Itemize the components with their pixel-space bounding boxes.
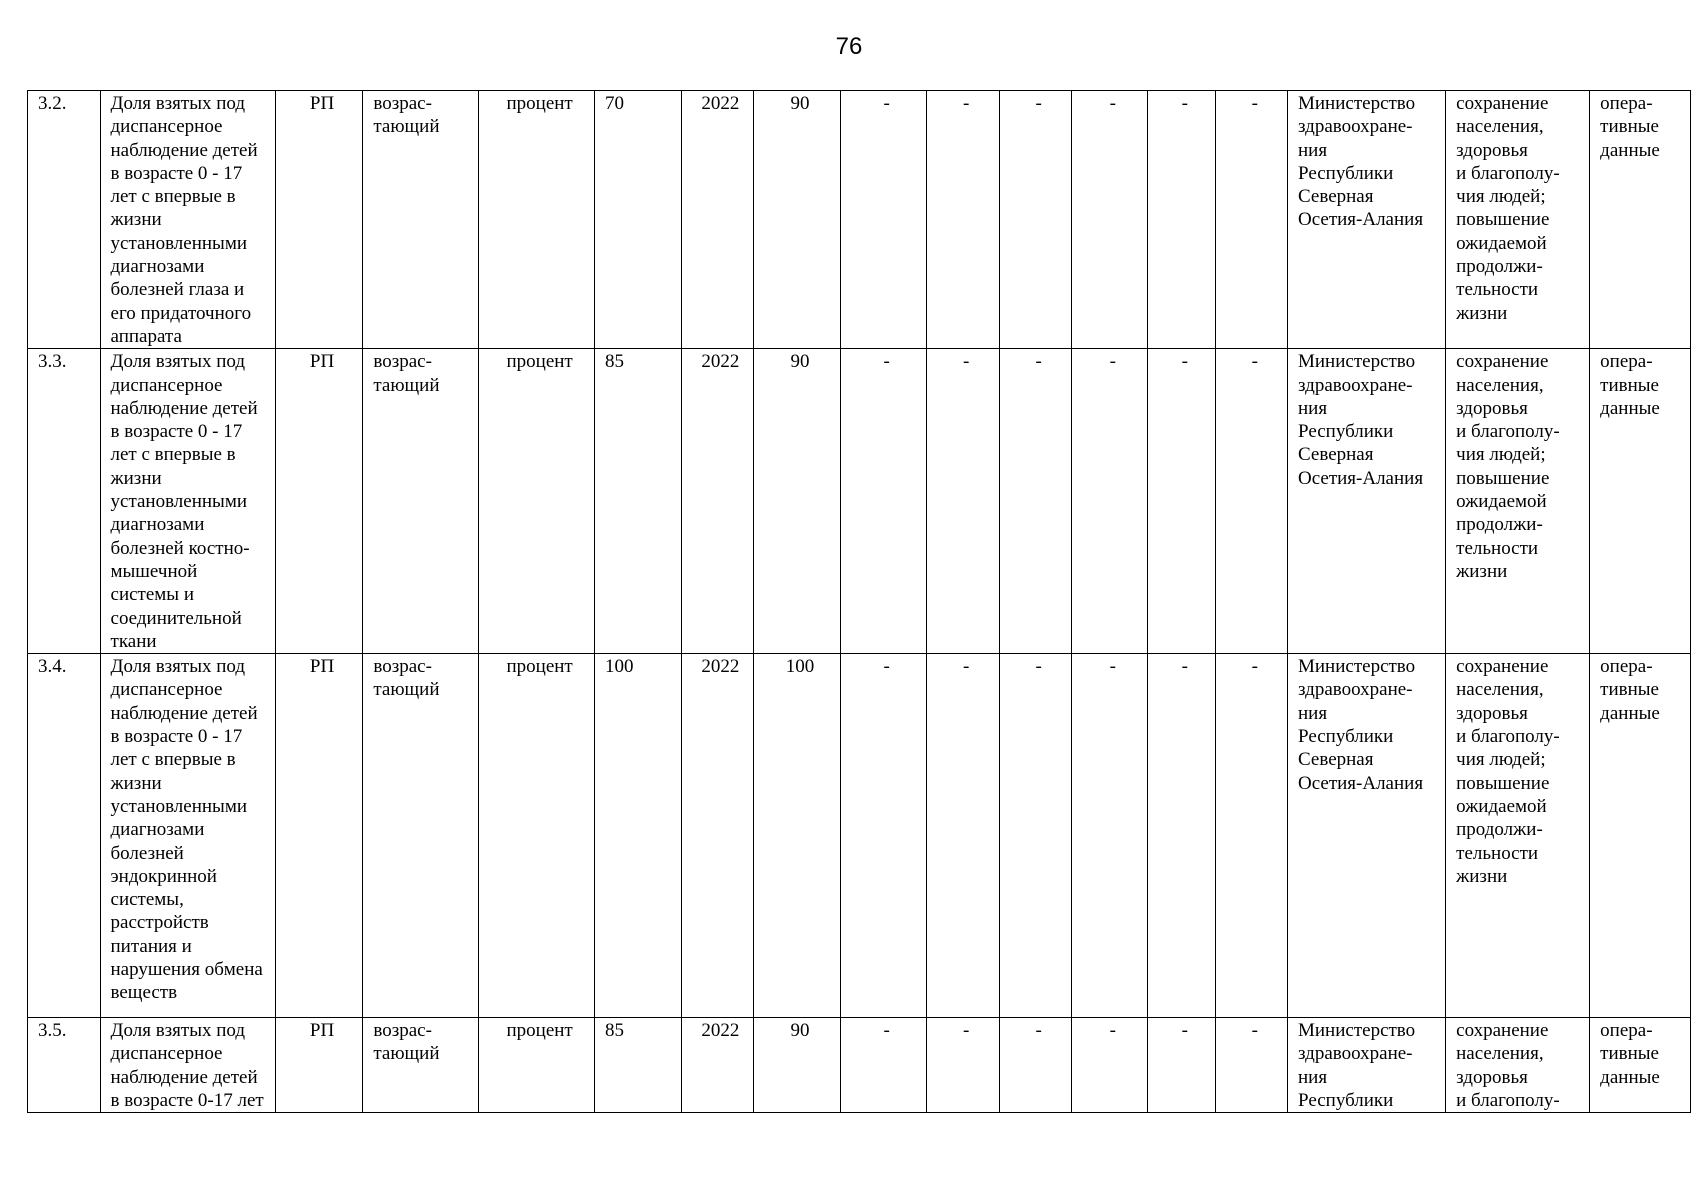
row-number-cell: 3.4. bbox=[28, 654, 101, 1018]
goal-link-cell-line: сохранение bbox=[1456, 351, 1549, 373]
goal-link-cell-line: повышение bbox=[1456, 209, 1550, 231]
base-year-cell: 2022 bbox=[681, 349, 754, 654]
goal-link-cell-line: ожидаемой bbox=[1456, 232, 1547, 254]
responsible-cell-line: ния bbox=[1298, 1066, 1328, 1088]
goal-link-cell-line: сохранение bbox=[1456, 1020, 1549, 1042]
goal-link-cell-line: ожидаемой bbox=[1456, 795, 1547, 817]
responsible-cell-line: здравоохране- bbox=[1298, 679, 1413, 701]
goal-link-cell-line: чия людей; bbox=[1456, 444, 1546, 466]
target-value-cell: 90 bbox=[754, 91, 841, 349]
data-source-cell-line: тивные bbox=[1600, 1043, 1659, 1065]
responsible-cell bbox=[1288, 1018, 1446, 1113]
indicator-name-cell-line: в возрасте 0 - 17 bbox=[110, 162, 243, 184]
responsible-cell bbox=[1288, 91, 1446, 349]
responsible-cell-line: Министерство bbox=[1298, 1020, 1416, 1042]
goal-link-cell-line: здоровья bbox=[1456, 702, 1528, 724]
goal-link-cell-line: жизни bbox=[1456, 302, 1508, 324]
unit-cell: процент bbox=[479, 91, 595, 349]
year-value-cell: - bbox=[840, 654, 927, 1018]
goal-link-cell-line: продолжи- bbox=[1456, 819, 1543, 841]
indicator-name-cell-line: жизни bbox=[110, 467, 162, 489]
year-value-cell: - bbox=[999, 1018, 1072, 1113]
year-value-cell: - bbox=[1072, 91, 1148, 349]
indicator-name-cell bbox=[100, 1018, 275, 1113]
data-source-cell bbox=[1590, 349, 1691, 654]
trend-cell-line: возрас- bbox=[373, 351, 432, 373]
indicator-name-cell-line: мышечной bbox=[110, 560, 198, 582]
indicator-name-cell-line: расстройств bbox=[110, 912, 209, 934]
level-cell: РП bbox=[275, 349, 363, 654]
responsible-cell-line: Осетия-Алания bbox=[1298, 772, 1424, 794]
trend-cell bbox=[363, 1018, 479, 1113]
goal-link-cell bbox=[1446, 91, 1590, 349]
goal-link-cell-line: повышение bbox=[1456, 467, 1550, 489]
year-value-cell: - bbox=[1072, 654, 1148, 1018]
indicator-name-cell-line: лет с впервые в bbox=[110, 444, 236, 466]
indicator-name-cell-line: наблюдение детей bbox=[110, 139, 258, 161]
goal-link-cell-line: повышение bbox=[1456, 772, 1550, 794]
goal-link-cell bbox=[1446, 349, 1590, 654]
target-value-cell: 100 bbox=[754, 654, 841, 1018]
indicator-name-cell-line: в возрасте 0 - 17 bbox=[110, 726, 243, 748]
indicator-name-cell-line: болезней bbox=[110, 842, 184, 864]
goal-link-cell-line: здоровья bbox=[1456, 139, 1528, 161]
indicator-name-cell bbox=[100, 349, 275, 654]
goal-link-cell-line: жизни bbox=[1456, 560, 1508, 582]
goal-link-cell bbox=[1446, 654, 1590, 1018]
responsible-cell-line: Республики bbox=[1298, 162, 1394, 184]
data-source-cell-line: опера- bbox=[1600, 1020, 1653, 1042]
responsible-cell-line: здравоохране- bbox=[1298, 116, 1413, 138]
responsible-cell-line: Осетия-Алания bbox=[1298, 209, 1424, 231]
year-value-cell: - bbox=[999, 349, 1072, 654]
year-value-cell: - bbox=[999, 654, 1072, 1018]
year-value-cell: - bbox=[1072, 349, 1148, 654]
trend-cell bbox=[363, 349, 479, 654]
year-value-cell: - bbox=[840, 1018, 927, 1113]
base-value-cell: 100 bbox=[595, 654, 682, 1018]
year-value-cell: - bbox=[840, 91, 927, 349]
responsible-cell bbox=[1288, 654, 1446, 1018]
indicator-name-cell-line: установленными bbox=[110, 491, 248, 513]
target-value-cell: 90 bbox=[754, 1018, 841, 1113]
goal-link-cell-line: и благополу- bbox=[1456, 421, 1560, 443]
indicator-name-cell-line: диспансерное bbox=[110, 679, 223, 701]
indicator-name-cell-line: Доля взятых под bbox=[110, 351, 246, 373]
goal-link-cell-line: и благополу- bbox=[1456, 1090, 1560, 1112]
trend-cell-line: возрас- bbox=[373, 1020, 432, 1042]
data-source-cell-line: данные bbox=[1600, 1066, 1660, 1088]
goal-link-cell-line: и благополу- bbox=[1456, 162, 1560, 184]
responsible-cell-line: Республики bbox=[1298, 726, 1394, 748]
goal-link-cell bbox=[1446, 1018, 1590, 1113]
year-value-cell: - bbox=[999, 91, 1072, 349]
indicator-name-cell-line: диагнозами bbox=[110, 819, 205, 841]
year-value-cell: - bbox=[927, 91, 1000, 349]
trend-cell bbox=[363, 91, 479, 349]
year-value-cell: - bbox=[840, 349, 927, 654]
indicator-name-cell-line: ткани bbox=[110, 630, 157, 652]
responsible-cell-line: Министерство bbox=[1298, 93, 1416, 114]
indicator-name-cell-line: Доля взятых под bbox=[110, 93, 246, 114]
year-value-cell: - bbox=[1216, 1018, 1288, 1113]
year-value-cell: - bbox=[1072, 1018, 1148, 1113]
indicator-name-cell-line: эндокринной bbox=[110, 865, 217, 887]
goal-link-cell-line: населения, bbox=[1456, 679, 1544, 701]
data-source-cell-line: данные bbox=[1600, 397, 1660, 419]
trend-cell-line: возрас- bbox=[373, 656, 432, 678]
goal-link-cell-line: чия людей; bbox=[1456, 186, 1546, 208]
year-value-cell: - bbox=[1216, 349, 1288, 654]
level-cell: РП bbox=[275, 654, 363, 1018]
responsible-cell-line: Северная bbox=[1298, 749, 1374, 771]
data-source-cell-line: тивные bbox=[1600, 374, 1659, 396]
indicator-name-cell-line: жизни bbox=[110, 772, 162, 794]
goal-link-cell-line: тельности bbox=[1456, 537, 1539, 559]
responsible-cell-line: ния bbox=[1298, 397, 1328, 419]
year-value-cell: - bbox=[1216, 654, 1288, 1018]
base-value-cell: 85 bbox=[595, 1018, 682, 1113]
year-value-cell: - bbox=[1148, 654, 1216, 1018]
indicator-name-cell-line: установленными bbox=[110, 795, 248, 817]
indicator-name-cell-line: наблюдение детей bbox=[110, 1066, 258, 1088]
indicator-name-cell-line: веществ bbox=[110, 982, 178, 1004]
unit-cell: процент bbox=[479, 654, 595, 1018]
trend-cell-line: возрас- bbox=[373, 93, 432, 114]
trend-cell-line: тающий bbox=[373, 374, 440, 396]
indicator-name-cell-line: диспансерное bbox=[110, 116, 223, 138]
trend-cell-line: тающий bbox=[373, 1043, 440, 1065]
base-value-cell: 70 bbox=[595, 91, 682, 349]
goal-link-cell-line: здоровья bbox=[1456, 397, 1528, 419]
year-value-cell: - bbox=[1148, 349, 1216, 654]
indicator-name-cell-line: его придаточного bbox=[110, 302, 252, 324]
row-number-cell: 3.5. bbox=[28, 1018, 101, 1113]
goal-link-cell-line: продолжи- bbox=[1456, 514, 1543, 536]
indicator-name-cell-line: болезней костно- bbox=[110, 537, 250, 559]
indicator-name-cell-line: питания и bbox=[110, 935, 192, 957]
goal-link-cell-line: жизни bbox=[1456, 865, 1508, 887]
trend-cell-line: тающий bbox=[373, 679, 440, 701]
table-row bbox=[28, 1018, 1691, 1113]
data-source-cell-line: опера- bbox=[1600, 351, 1653, 373]
indicator-name-cell-line: установленными bbox=[110, 232, 248, 254]
responsible-cell bbox=[1288, 349, 1446, 654]
responsible-cell-line: Северная bbox=[1298, 444, 1374, 466]
unit-cell: процент bbox=[479, 1018, 595, 1113]
indicator-name-cell-line: диагнозами bbox=[110, 514, 205, 536]
goal-link-cell-line: чия людей; bbox=[1456, 749, 1546, 771]
year-value-cell: - bbox=[1216, 91, 1288, 349]
responsible-cell-line: здравоохране- bbox=[1298, 374, 1413, 396]
responsible-cell-line: Республики bbox=[1298, 1090, 1394, 1112]
base-year-cell: 2022 bbox=[681, 91, 754, 349]
responsible-cell-line: ния bbox=[1298, 702, 1328, 724]
data-source-cell-line: данные bbox=[1600, 139, 1660, 161]
indicator-name-cell-line: в возрасте 0 - 17 bbox=[110, 421, 243, 443]
indicator-name-cell bbox=[100, 654, 275, 1018]
responsible-cell-line: Северная bbox=[1298, 186, 1374, 208]
base-year-cell: 2022 bbox=[681, 1018, 754, 1113]
indicator-name-cell-line: наблюдение детей bbox=[110, 397, 258, 419]
goal-link-cell-line: населения, bbox=[1456, 116, 1544, 138]
indicator-name-cell-line: системы и bbox=[110, 584, 194, 606]
data-source-cell-line: тивные bbox=[1600, 679, 1659, 701]
goal-link-cell-line: населения, bbox=[1456, 1043, 1544, 1065]
responsible-cell-line: Осетия-Алания bbox=[1298, 467, 1424, 489]
goal-link-cell-line: продолжи- bbox=[1456, 256, 1543, 278]
indicator-name-cell-line: соединительной bbox=[110, 607, 242, 629]
goal-link-cell-line: здоровья bbox=[1456, 1066, 1528, 1088]
table-row bbox=[28, 91, 1691, 349]
base-year-cell: 2022 bbox=[681, 654, 754, 1018]
indicator-name-cell-line: болезней глаза и bbox=[110, 279, 245, 301]
indicator-name-cell-line: Доля взятых под bbox=[110, 656, 246, 678]
year-value-cell: - bbox=[927, 349, 1000, 654]
unit-cell: процент bbox=[479, 349, 595, 654]
indicator-name-cell-line: жизни bbox=[110, 209, 162, 231]
page-number: 76 bbox=[835, 33, 863, 60]
year-value-cell: - bbox=[927, 654, 1000, 1018]
base-value-cell: 85 bbox=[595, 349, 682, 654]
indicator-name-cell-line: Доля взятых под bbox=[110, 1020, 246, 1042]
data-source-cell-line: опера- bbox=[1600, 656, 1653, 678]
data-source-cell bbox=[1590, 1018, 1691, 1113]
row-number-cell: 3.3. bbox=[28, 349, 101, 654]
indicator-name-cell-line: аппарата bbox=[110, 325, 182, 347]
indicator-name-cell-line: диспансерное bbox=[110, 1043, 223, 1065]
goal-link-cell-line: сохранение bbox=[1456, 93, 1549, 114]
indicator-name-cell-line: нарушения обмена bbox=[110, 958, 263, 980]
indicator-name-cell bbox=[100, 91, 275, 349]
goal-link-cell-line: тельности bbox=[1456, 842, 1539, 864]
table-body bbox=[28, 91, 1691, 1113]
indicator-name-cell-line: лет с впервые в bbox=[110, 186, 236, 208]
data-source-cell bbox=[1590, 654, 1691, 1018]
table-row bbox=[28, 349, 1691, 654]
data-source-cell-line: опера- bbox=[1600, 93, 1653, 114]
responsible-cell-line: ния bbox=[1298, 139, 1328, 161]
goal-link-cell-line: сохранение bbox=[1456, 656, 1549, 678]
data-source-cell-line: данные bbox=[1600, 702, 1660, 724]
year-value-cell: - bbox=[1148, 91, 1216, 349]
year-value-cell: - bbox=[927, 1018, 1000, 1113]
indicator-name-cell-line: диагнозами bbox=[110, 256, 205, 278]
indicator-name-cell-line: системы, bbox=[110, 889, 184, 911]
table-row bbox=[28, 654, 1691, 1018]
goal-link-cell-line: населения, bbox=[1456, 374, 1544, 396]
responsible-cell-line: Республики bbox=[1298, 421, 1394, 443]
indicator-name-cell-line: наблюдение детей bbox=[110, 702, 258, 724]
level-cell: РП bbox=[275, 91, 363, 349]
goal-link-cell-line: тельности bbox=[1456, 279, 1539, 301]
data-source-cell bbox=[1590, 91, 1691, 349]
indicator-name-cell-line: лет с впервые в bbox=[110, 749, 236, 771]
level-cell: РП bbox=[275, 1018, 363, 1113]
data-source-cell-line: тивные bbox=[1600, 116, 1659, 138]
responsible-cell-line: Министерство bbox=[1298, 351, 1416, 373]
indicators-table bbox=[27, 90, 1691, 1113]
indicator-name-cell-line: в возрасте 0-17 лет bbox=[110, 1090, 264, 1112]
goal-link-cell-line: ожидаемой bbox=[1456, 491, 1547, 513]
year-value-cell: - bbox=[1148, 1018, 1216, 1113]
responsible-cell-line: здравоохране- bbox=[1298, 1043, 1413, 1065]
trend-cell bbox=[363, 654, 479, 1018]
row-number-cell: 3.2. bbox=[28, 91, 101, 349]
target-value-cell: 90 bbox=[754, 349, 841, 654]
indicator-name-cell-line: диспансерное bbox=[110, 374, 223, 396]
trend-cell-line: тающий bbox=[373, 116, 440, 138]
responsible-cell-line: Министерство bbox=[1298, 656, 1416, 678]
goal-link-cell-line: и благополу- bbox=[1456, 726, 1560, 748]
